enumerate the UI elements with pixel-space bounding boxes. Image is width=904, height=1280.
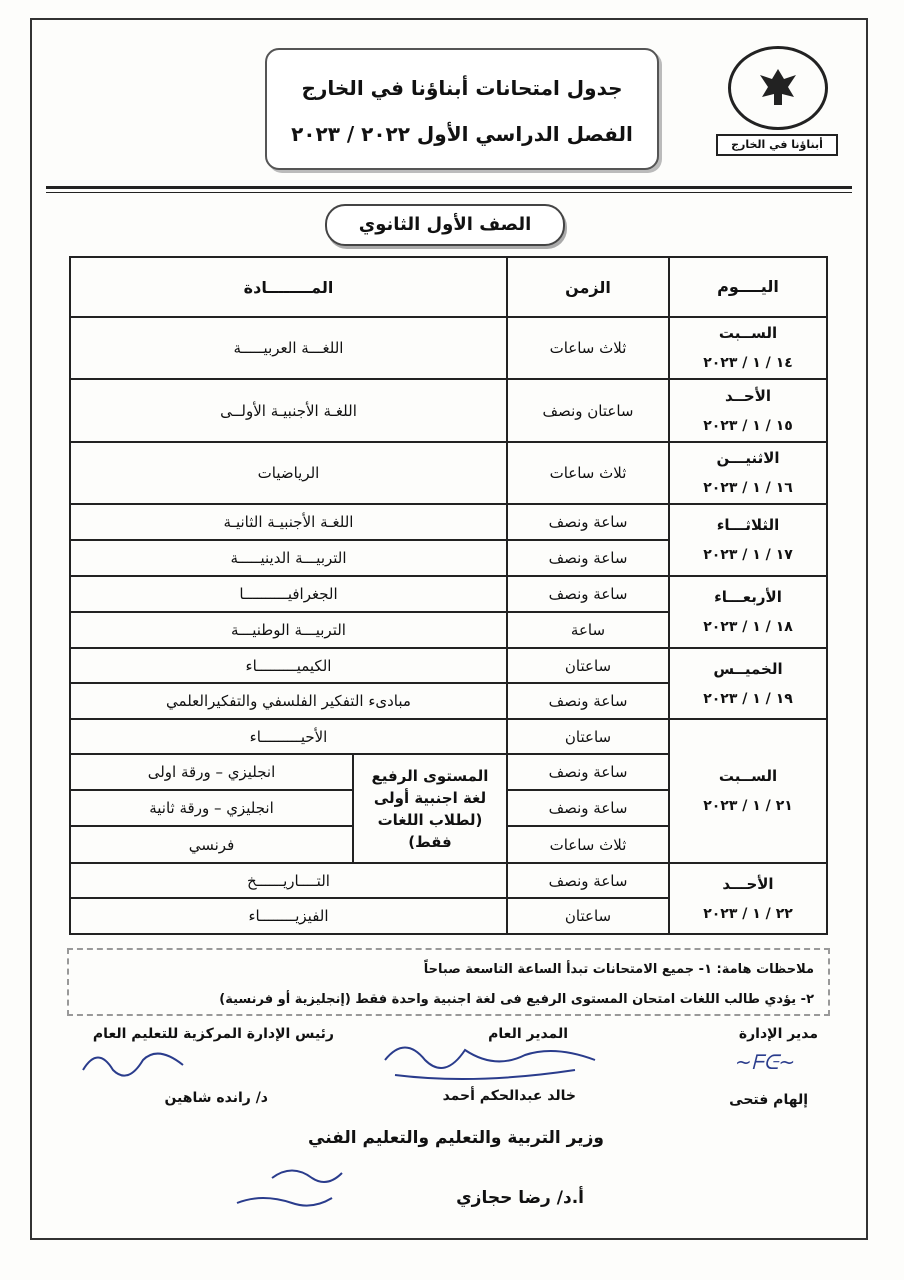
note-line: ملاحظات هامة: ١- جميع الامتحانات تبدأ الساعة التاسعة صباحاً <box>423 962 814 977</box>
central-admin-signature-icon <box>78 1040 188 1090</box>
day-date: ١٧ / ١ / ٢٠٢٣ <box>703 547 793 563</box>
table-header-row <box>70 257 827 317</box>
subject-cell: اللغـــة العربيـــــة <box>70 317 507 379</box>
day-cell <box>669 719 827 863</box>
duration-cell: ساعة ونصف <box>507 683 669 719</box>
duration-cell: ساعة ونصف <box>507 504 669 540</box>
day-name: الســبت <box>718 324 778 342</box>
duration-cell: ثلاث ساعات <box>507 317 669 379</box>
title-box <box>265 48 659 170</box>
table-row <box>70 863 827 898</box>
minister-signature-icon <box>232 1158 352 1218</box>
advanced-level-line: المستوى الرفيع <box>371 766 489 785</box>
grade-label: الصف الأول الثانوي <box>325 204 565 246</box>
duration-cell: ساعتان <box>507 719 669 754</box>
day-name: الثلاثـــاء <box>716 516 780 534</box>
subject-cell: الأحيـــــــــاء <box>70 719 507 754</box>
day-cell <box>669 648 827 719</box>
minister-name: أ.د/ رضا حجازي <box>456 1188 584 1208</box>
subject-cell: التربيـــة الوطنيـــة <box>70 612 507 648</box>
duration-cell: ساعة ونصف <box>507 790 669 826</box>
day-name: الأحــد <box>724 386 772 405</box>
duration-cell: ساعة ونصف <box>507 754 669 790</box>
subject-cell: اللغـة الأجنبيـة الأولــى <box>70 379 507 442</box>
day-cell <box>669 317 827 379</box>
table-row <box>70 442 827 504</box>
day-cell <box>669 863 827 934</box>
duration-cell: ساعة <box>507 612 669 648</box>
day-date: ٢٢ / ١ / ٢٠٢٣ <box>703 905 793 922</box>
eagle-emblem-icon <box>728 46 828 130</box>
table-row <box>70 379 827 442</box>
divider <box>46 186 852 189</box>
day-date: ١٦ / ١ / ٢٠٢٣ <box>703 480 793 496</box>
day-cell <box>669 442 827 504</box>
duration-cell: ساعة ونصف <box>507 540 669 576</box>
gm-name: خالد عبدالحكم أحمد <box>442 1088 576 1104</box>
day-date: ١٥ / ١ / ٢٠٢٣ <box>703 417 793 434</box>
director-signature-icon: ~ᖴᕮ~ <box>735 1050 796 1074</box>
table-row <box>70 317 827 379</box>
header-subject: المــــــــادة <box>70 257 507 317</box>
duration-cell: ثلاث ساعات <box>507 826 669 863</box>
director-name: إلهام فتحى <box>729 1092 808 1108</box>
day-name: الخميــس <box>713 659 783 678</box>
day-date: ١٩ / ١ / ٢٠٢٣ <box>703 690 793 707</box>
minister-title: وزير التربية والتعليم والتعليم الفني <box>308 1128 604 1148</box>
advanced-level-line: لغة اجنبية أولى <box>373 788 487 807</box>
advanced-level-line: (لطلاب اللغات فقط) <box>377 810 483 851</box>
table-row <box>70 576 827 612</box>
subject-cell: التــــاريــــــخ <box>70 863 507 898</box>
day-date: ٢١ / ١ / ٢٠٢٣ <box>703 798 793 814</box>
divider <box>46 192 852 193</box>
central-admin-name: د/ رانده شاهين <box>164 1090 268 1106</box>
director-title: مدير الإدارة <box>738 1026 818 1042</box>
subject-cell: مبادىء التفكير الفلسفي والتفكيرالعلمي <box>70 683 507 719</box>
day-date: ١٤ / ١ / ٢٠٢٣ <box>703 355 793 371</box>
duration-cell: ساعة ونصف <box>507 863 669 898</box>
duration-cell: ساعة ونصف <box>507 576 669 612</box>
duration-cell: ساعتان <box>507 898 669 934</box>
ministry-logo <box>716 46 842 160</box>
table-row <box>70 504 827 540</box>
gm-title: المدير العام <box>488 1026 568 1042</box>
subject-cell: انجليزي – ورقة ثانية <box>70 790 353 826</box>
header-day: اليــــوم <box>669 257 827 317</box>
page-title: جدول امتحانات أبناؤنا في الخارج <box>301 76 623 100</box>
day-cell <box>669 576 827 648</box>
duration-cell: ساعتان ونصف <box>507 379 669 442</box>
header-duration: الزمن <box>507 257 669 317</box>
day-name: الأربعـــاء <box>714 588 782 606</box>
central-admin-title: رئيس الإدارة المركزية للتعليم العام <box>92 1026 334 1042</box>
note-line: ٢- يؤدي طالب اللغات امتحان المستوى الرفيع فى لغة اجنبية واحدة فقط (إنجليزية أو فرنسية) <box>219 992 814 1007</box>
duration-cell: ساعتان <box>507 648 669 683</box>
gm-signature-icon <box>375 1030 605 1090</box>
page-subtitle: الفصل الدراسي الأول ٢٠٢٢ / ٢٠٢٣ <box>291 122 633 146</box>
table-row <box>70 719 827 754</box>
day-date: ١٨ / ١ / ٢٠٢٣ <box>703 619 793 635</box>
notes-box <box>67 948 830 1016</box>
subject-cell: اللغـة الأجنبيـة الثانيـة <box>70 504 507 540</box>
subject-cell: الكيميـــــــــاء <box>70 648 507 683</box>
subject-cell: التربيـــة الدينيـــــة <box>70 540 507 576</box>
subject-cell: انجليزي – ورقة اولى <box>70 754 353 790</box>
day-cell <box>669 504 827 576</box>
advanced-level-label <box>353 754 507 863</box>
subject-cell: الرياضيات <box>70 442 507 504</box>
subject-cell: الجغرافيــــــــــا <box>70 576 507 612</box>
logo-banner: أبناؤنا في الخارج <box>716 134 838 156</box>
duration-cell: ثلاث ساعات <box>507 442 669 504</box>
day-name: الأحـــد <box>722 874 774 893</box>
subject-cell: فرنسي <box>70 826 353 863</box>
subject-cell: الفيزيــــــــاء <box>70 898 507 934</box>
day-name: الســبت <box>718 767 778 785</box>
day-cell <box>669 379 827 442</box>
exam-schedule-table <box>69 256 828 935</box>
table-row <box>70 648 827 683</box>
day-name: الاثنيـــن <box>716 449 780 467</box>
